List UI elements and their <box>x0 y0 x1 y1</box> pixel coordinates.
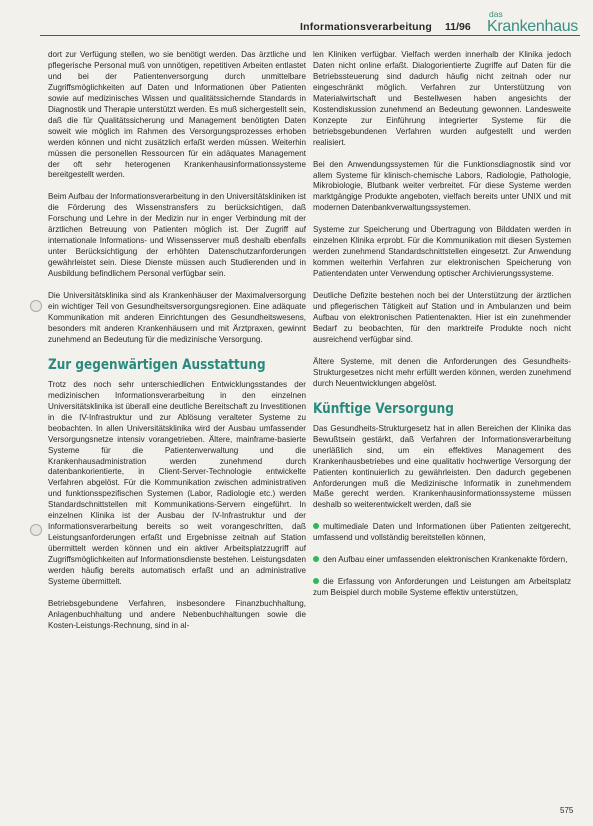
bullet-dot-icon <box>313 523 319 529</box>
paragraph: Bei den Anwendungssystemen für die Funktionsdiagnostik sind vor allem Systeme für klinisch-chemische Labors, Radiologie, Pathologie, Mikrobiologie, Blutbank weiter verbreitet. Für diese Systeme werden marktgängige Produkte angeboten, vielfach bereits unter UNIX und mit modernen Datenbankverwaltungssystemen. <box>313 159 571 213</box>
section-title: Informationsverarbeitung <box>300 21 432 33</box>
bullet-dot-icon <box>313 556 319 562</box>
header-rule <box>40 35 580 36</box>
paragraph: Beim Aufbau der Informationsverarbeitung in den Universitätskliniken ist die Förderung des Wissenstransfers zu berücksichtigen, daß Forschung und Lehre in der Medizin nur in enger Verbindung mit der ärztlichen Betreuung von Patienten möglich ist. Der Zugriff auf internationale Informations- und Wissensserver muß deshalb ebenfalls unter Berücksichtigung der erhöhten Datenschutzanforderungen gewährleistet sein. Diese Dienste müssen auch Studierenden und in Ausbildung befindlichem Personal verfügbar sein. <box>48 192 306 279</box>
bullet-item <box>313 522 571 544</box>
section-heading: Künftige Versorgung <box>313 400 454 417</box>
paragraph: Systeme zur Speicherung und Übertragung von Bilddaten werden in einzelnen Klinika erprobt. Für die Kommunikation mit diesen Systemen werden zunehmend Standardschnittstellen eingesetzt. Zur Anwendung kommen weiterhin Verfahren zur elektronischen Speicherung von Patientendaten unter Verwendung optischer Archivierungssysteme. <box>313 225 571 279</box>
bullet-text: die Erfassung von Anforderungen und Leistungen am Arbeitsplatz zum Beispiel durch mobile Systeme effektiv unterstützen, <box>313 577 571 598</box>
right-column <box>313 50 571 610</box>
bullet-item <box>313 555 571 566</box>
bullet-text: den Aufbau einer umfassenden elektronischen Krankenakte fördern, <box>323 555 568 565</box>
punch-hole <box>30 300 42 312</box>
paragraph: len Kliniken verfügbar. Vielfach werden innerhalb der Klinika jedoch Daten nicht online erfaßt. Dialogorientierte Zugriffe auf Daten für die Betriebssteuerung sind dadurch häufig nicht zeitnah oder nur eingeschränkt möglich. Verfahren zur Unterstützung von Materialwirtschaft und Bestellwesen haben angesichts der Kostendiskussion zunehmend an Bedeutung gewonnen. Landesweite Konzepte zur Einführung integrierter Systeme für die betriebsgebundenen Verfahren wurden aufgestellt und werden realisiert. <box>313 50 571 147</box>
paragraph: dort zur Verfügung stellen, wo sie benötigt werden. Das ärztliche und pflegerische Personal muß von unnötigen, repetitiven Arbeiten entlastet und bei der Patientenversorgung durch unmittelbare Zugriffsmöglichkeiten auf Daten und Informationen über Patienten sowie auf medizinisches Wissen und qualitätssichernde Standards in Diagnostik und Therapie unterstützt werden. Es muß sichergestellt sein, daß die für Qualitätssicherung und Management benötigten Daten soweit wie möglich im Rahmen des Versorgungsprozesses erhoben werden können und nicht zusätzlich erfaßt werden müssen. Weiterhin müssen die personellen Ressourcen für ein adäquates Management der oft sehr heterogenen Krankenhausinformationssysteme bereitgestellt werden. <box>48 50 306 180</box>
paragraph: Die Universitätsklinika sind als Krankenhäuser der Maximalversorgung ein wichtiger Teil von Gesundheitsversorgungsregionen. Eine adäquate Kommunikation mit anderen Einrichtungen des Gesundheitswesens, besonders mit anderen Krankenhäusern und mit Ärztpraxen, gewinnt zunehmend an Bedeutung für die medizinische Versorgung. <box>48 291 306 344</box>
logo-small-text: das <box>489 9 503 19</box>
left-column <box>48 50 306 643</box>
page-number: 575 <box>560 806 574 815</box>
page-header <box>0 10 593 40</box>
bullet-dot-icon <box>313 578 319 584</box>
issue-number: 11/96 <box>445 21 471 33</box>
paragraph: Betriebsgebundene Verfahren, insbesondere Finanzbuchhaltung, Anlagenbuchhaltung und andere Nebenbuchhaltungen sowie die Kosten-Leistungs-Rechnung, sind in al- <box>48 598 306 630</box>
journal-logo <box>487 10 587 35</box>
paragraph: Das Gesundheits-Strukturgesetz hat in allen Bereichen der Klinika das Bewußtsein gestärkt, daß Verfahren der Informationsverarbeitung unerläßlich sind, um ein effektives Management des Krankenhausbetriebes und eine qualitativ hochwertige Versorgung der Patienten kontinuierlich zu gewährleisten. Den dadurch gegebenen Anforderungen muß die Medizinische Informatik in zunehmendem Maße gerecht werden. Krankenhausinformationssysteme müssen deshalb so weiterentwickelt werden, daß sie <box>313 423 571 510</box>
paragraph: Trotz des noch sehr unterschiedlichen Entwicklungsstandes der medizinischen Informationsverarbeitung in den einzelnen Universitätsklinika ist überall eine deutliche Bereitschaft zu Investitionen in die IV-Infrastruktur und zur Ablösung veralteter Systeme zu beobachten. In allen Universitätsklinika wird der Ausbau umfassender Versorgungsnetze intensiv vorangetrieben. Ältere, mainframe-basierte Systeme für die Patientenverwaltung und die Krankenhausadministration werden zunehmend durch datenbankorientierte, in Client-Server-Technologie entwickelte Verfahren abgelöst. Für die Kommunikation zwischen administrativen und funktionsspezifischen Systemen (Labor, Radiologie etc.) werden Standardschnittstellen mit Kommunikations-Servern eingeführt. In einzelnen Klinika ist der Ausbau der IV-Infrastruktur und der Informationsverarbeitung bereits so weit vorangeschritten, daß Leistungsanforderungen erfaßt und Ergebnisse zeitnah auf Station übermittelt werden können und ein aktiver Arbeitsplatzzugriff auf Zugriffsmöglichkeiten auf Informationsdienste bestehen. Leistungsdaten werden häufig bereits automatisch erfaßt und an administrative Systeme übermittelt. <box>48 379 306 586</box>
section-heading: Zur gegenwärtigen Ausstattung <box>48 356 266 373</box>
logo-large-text: Krankenhaus <box>487 18 578 35</box>
paragraph: Deutliche Defizite bestehen noch bei der Unterstützung der ärztlichen und pflegerischen Tätigkeit auf Station und in Ambulanzen und beim Aufbau von elektronischen Patientenakten. Hier ist ein zunehmender Bedarf zu beobachten, für den marktreife Produkte noch nicht ausreichend verfügbar sind. <box>313 291 571 344</box>
punch-hole <box>30 524 42 536</box>
bullet-item <box>313 577 571 599</box>
bullet-text: multimediale Daten und Informationen über Patienten zeitgerecht, umfassend und vollständig bereitstellen können, <box>313 522 571 543</box>
paragraph: Ältere Systeme, mit denen die Anforderungen des Gesundheits-Strukturgesetzes nicht mehr erfüllt werden können, werden zunehmend durch Neuentwicklungen abgelöst. <box>313 356 571 388</box>
